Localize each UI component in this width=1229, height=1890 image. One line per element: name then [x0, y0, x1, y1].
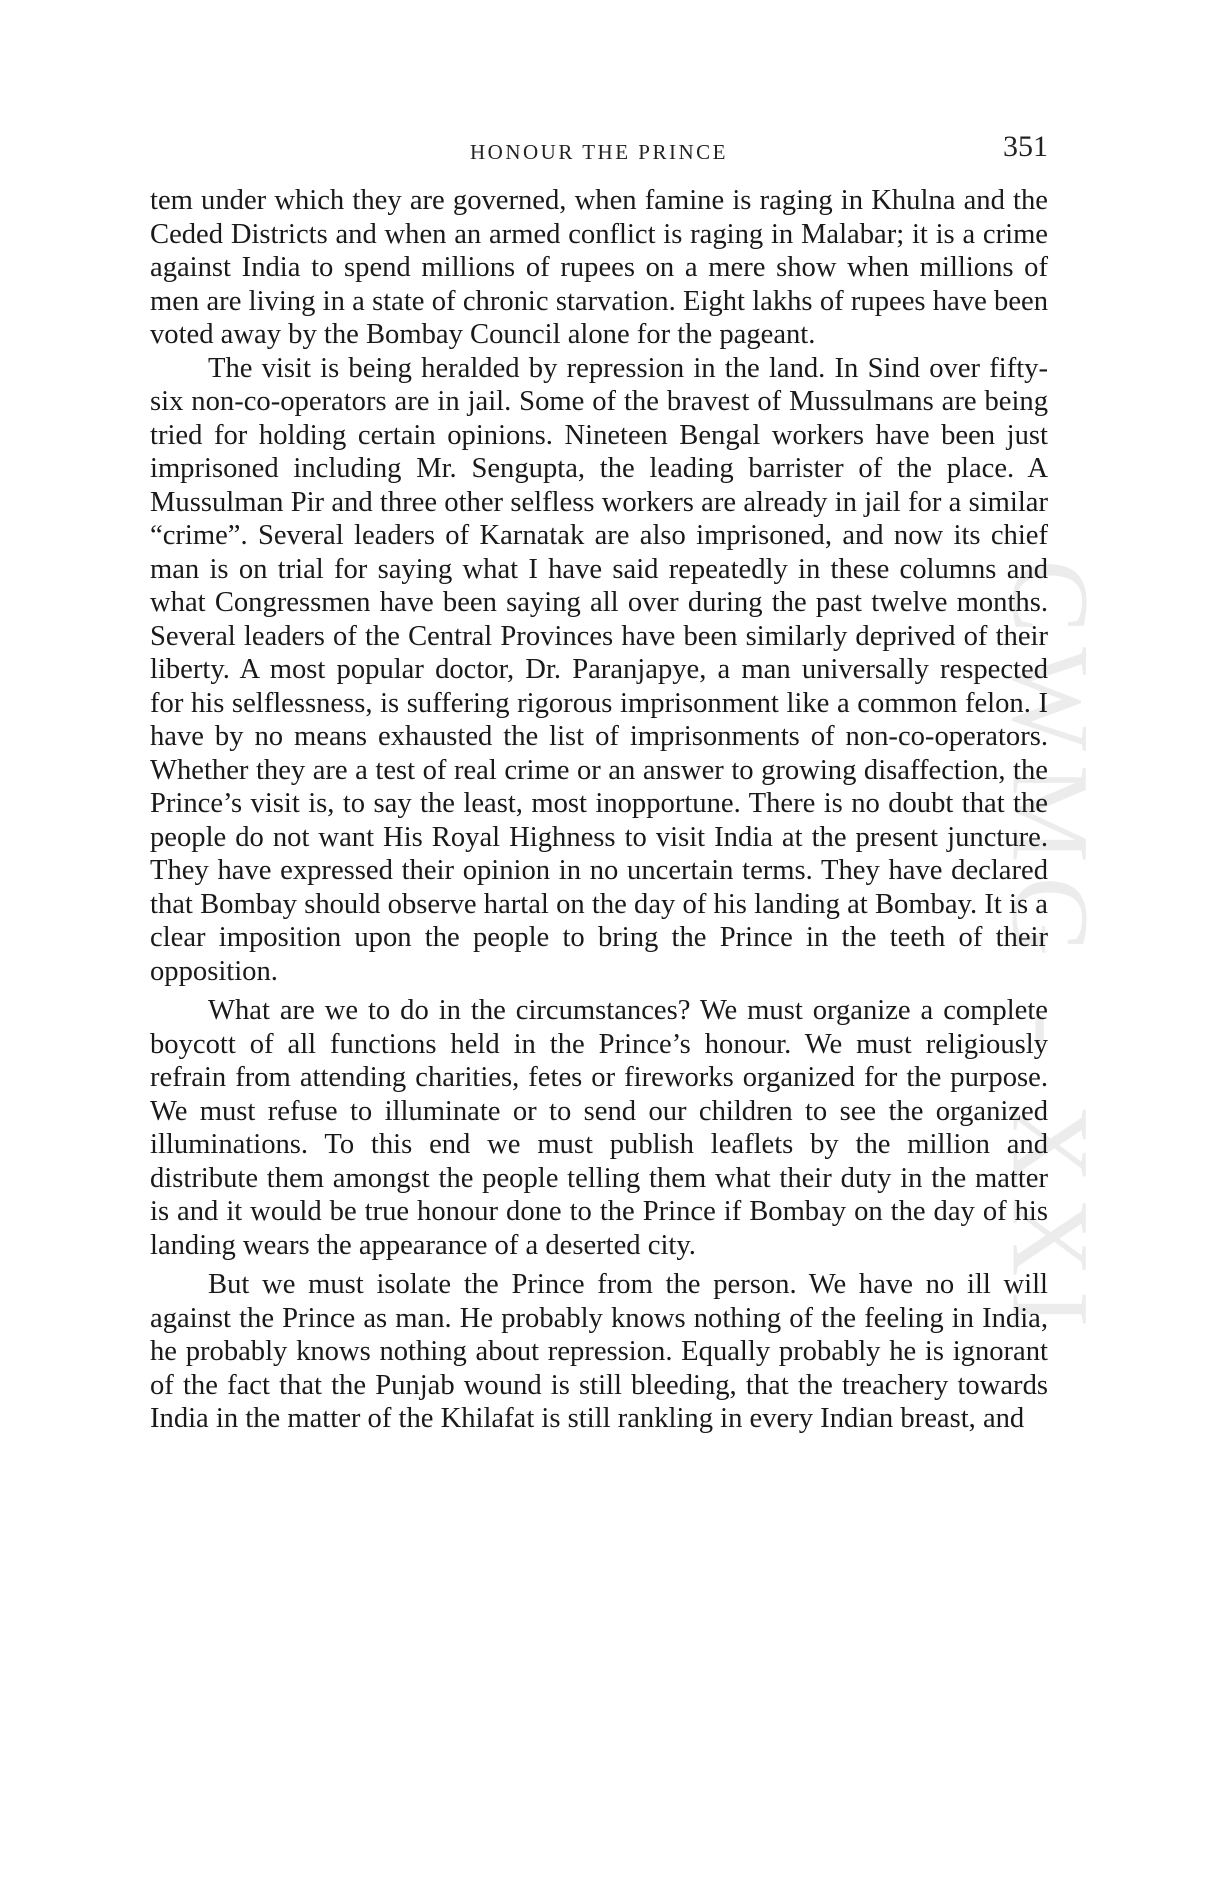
running-head — [150, 130, 1048, 170]
page-number: 351 — [1003, 130, 1048, 163]
body-text — [150, 184, 1048, 1436]
running-head-title: HONOUR THE PRINCE — [470, 140, 728, 164]
paragraph-continued: tem under which they are governed, when famine is raging in Khulna and the Ceded Districts and when an armed conflict is raging in Malabar; it is a crime against India to spend millions of rupees on a mere show when millions of men are living in a state of chronic starvation. Eight lakhs of rupees have been voted away by the Bombay Council alone for the pageant. — [150, 185, 1048, 350]
watermark-text: CWMG - XXI — [989, 559, 1112, 1341]
paragraph-repression: The visit is being heralded by repression in the land. In Sind over fifty-six non-co-operators are in jail. Some of the bravest of Mussulmans are being tried for holding certain opinions. Nineteen Bengal workers have been just imprisoned including Mr. Sengupta, the leading barrister of the place. A Mussulman Pir and three other selfless workers are already in jail for a similar “crime”. Several leaders of Karnatak are also imprisoned, and now its chief man is on trial for saying what I have said repeatedly in these columns and what Congressmen have been saying all over during the past twelve months. Several leaders of the Central Provinces have been similarly deprived of their liberty. A most popular doctor, Dr. Paranjapye, a man universally respected for his selflessness, is suffering rigorous imprisonment like a common felon. I have by no means exhausted the list of imprisonments of non-co-operators. Whether they are a test of real crime or an answer to growing disaffection, the Prince’s visit is, to say the least, most inopportune. There is no doubt that the people do not want His Royal Highness to visit India at the present juncture. They have expressed their opinion in no uncertain terms. They have declared that Bombay should observe hartal on the day of his landing at Bombay. It is a clear imposition upon the people to bring the Prince in the teeth of their opposition. — [150, 352, 1048, 987]
paragraph-boycott: What are we to do in the circumstances? We must organize a complete boycott of all functions held in the Prince’s honour. We must religiously refrain from attending charities, fetes or fireworks organized for the purpose. We must refuse to illuminate or to send our children to see the organized illuminations. To this end we must publish leaflets by the million and distribute them amongst the people telling them what their duty in the matter is and it would be true honour done to the Prince if Bombay on the day of his landing wears the appearance of a deserted city. — [150, 995, 1048, 1261]
paragraph-prince-person: But we must isolate the Prince from the person. We have no ill will against the Prince as man. He probably knows nothing of the feeling in India, he probably knows nothing about repression. Equally probably he is ignorant of the fact that the Punjab wound is still bleeding, that the treachery towards India in the matter of the Khilafat is still rankling in every Indian breast, and — [150, 1269, 1048, 1434]
book-page — [150, 130, 1048, 1436]
